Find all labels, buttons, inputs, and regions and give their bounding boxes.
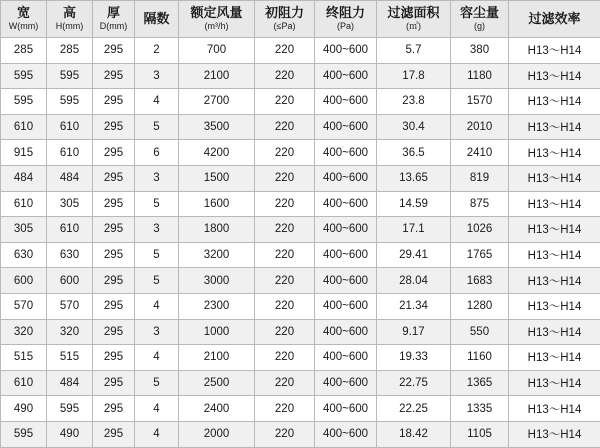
table-cell: 220 — [255, 217, 315, 243]
table-cell: 400~600 — [315, 345, 377, 371]
table-cell: 1500 — [179, 165, 255, 191]
table-cell: 5 — [135, 370, 179, 396]
table-cell: 400~600 — [315, 268, 377, 294]
table-cell: 400~600 — [315, 38, 377, 64]
table-cell: 17.8 — [377, 63, 451, 89]
table-cell: H13～H14 — [509, 38, 600, 64]
table-cell: 595 — [47, 396, 93, 422]
table-cell: 220 — [255, 242, 315, 268]
table-cell: 600 — [47, 268, 93, 294]
table-cell: H13～H14 — [509, 421, 600, 447]
table-cell: H13～H14 — [509, 191, 600, 217]
table-cell: 595 — [1, 421, 47, 447]
table-cell: 400~600 — [315, 293, 377, 319]
column-header-height-unit: H(mm) — [47, 21, 92, 31]
table-row — [1, 396, 600, 422]
table-cell: 295 — [93, 421, 135, 447]
column-header-final-resistance-label: 终阻力 — [315, 6, 376, 21]
table-cell: 490 — [1, 396, 47, 422]
table-cell: 5 — [135, 191, 179, 217]
table-cell: 1600 — [179, 191, 255, 217]
table-cell: 21.34 — [377, 293, 451, 319]
table-cell: 295 — [93, 319, 135, 345]
table-cell: 3500 — [179, 114, 255, 140]
table-cell: H13～H14 — [509, 319, 600, 345]
table-cell: 595 — [1, 63, 47, 89]
table-cell: 2400 — [179, 396, 255, 422]
column-header-width — [1, 1, 47, 38]
table-cell: 2410 — [451, 140, 509, 166]
table-cell: 595 — [47, 89, 93, 115]
table-cell: H13～H14 — [509, 63, 600, 89]
table-cell: 285 — [1, 38, 47, 64]
table-cell: 295 — [93, 140, 135, 166]
column-header-initial-resistance-unit: (≤Pa) — [255, 21, 314, 31]
table-cell: 570 — [47, 293, 93, 319]
table-cell: 3 — [135, 319, 179, 345]
table-cell: 220 — [255, 396, 315, 422]
table-cell: H13～H14 — [509, 268, 600, 294]
column-header-initial-resistance — [255, 1, 315, 38]
table-cell: 1765 — [451, 242, 509, 268]
table-cell: 220 — [255, 370, 315, 396]
table-cell: H13～H14 — [509, 114, 600, 140]
table-cell: 5.7 — [377, 38, 451, 64]
table-cell: 400~600 — [315, 217, 377, 243]
table-cell: 484 — [1, 165, 47, 191]
table-cell: 220 — [255, 140, 315, 166]
table-cell: 570 — [1, 293, 47, 319]
table-cell: H13～H14 — [509, 165, 600, 191]
table-cell: 3 — [135, 63, 179, 89]
table-cell: 1800 — [179, 217, 255, 243]
table-header-row — [1, 1, 600, 38]
table-cell: 3 — [135, 165, 179, 191]
table-cell: 400~600 — [315, 140, 377, 166]
column-header-height — [47, 1, 93, 38]
table-cell: 490 — [47, 421, 93, 447]
column-header-height-label: 高 — [47, 6, 92, 21]
table-cell: 2100 — [179, 63, 255, 89]
table-cell: 320 — [1, 319, 47, 345]
column-header-rated-airflow-unit: (m³/h) — [179, 21, 254, 31]
table-cell: 220 — [255, 165, 315, 191]
column-header-depth-unit: D(mm) — [93, 21, 134, 31]
table-cell: 1160 — [451, 345, 509, 371]
table-cell: 4 — [135, 396, 179, 422]
table-row — [1, 140, 600, 166]
table-cell: 1570 — [451, 89, 509, 115]
table-cell: 220 — [255, 293, 315, 319]
table-cell: 1365 — [451, 370, 509, 396]
table-cell: 400~600 — [315, 63, 377, 89]
table-cell: 22.75 — [377, 370, 451, 396]
table-cell: 400~600 — [315, 114, 377, 140]
table-row — [1, 63, 600, 89]
table-cell: 17.1 — [377, 217, 451, 243]
table-body — [1, 38, 600, 448]
table-cell: H13～H14 — [509, 396, 600, 422]
table-row — [1, 165, 600, 191]
table-cell: 30.4 — [377, 114, 451, 140]
table-cell: H13～H14 — [509, 293, 600, 319]
table-cell: 220 — [255, 268, 315, 294]
table-cell: 19.33 — [377, 345, 451, 371]
table-cell: 400~600 — [315, 396, 377, 422]
table-cell: 400~600 — [315, 191, 377, 217]
table-cell: 23.8 — [377, 89, 451, 115]
table-cell: 630 — [47, 242, 93, 268]
column-header-filter-efficiency — [509, 1, 600, 38]
table-row — [1, 89, 600, 115]
table-cell: 595 — [47, 63, 93, 89]
table-cell: 2300 — [179, 293, 255, 319]
table-row — [1, 268, 600, 294]
column-header-filter-area-label: 过滤面积 — [377, 6, 450, 21]
table-cell: 1683 — [451, 268, 509, 294]
column-header-final-resistance — [315, 1, 377, 38]
table-row — [1, 345, 600, 371]
column-header-rated-airflow-label: 额定风量 — [179, 6, 254, 21]
table-cell: 2500 — [179, 370, 255, 396]
column-header-final-resistance-unit: (Pa) — [315, 21, 376, 31]
table-cell: 220 — [255, 114, 315, 140]
table-cell: 320 — [47, 319, 93, 345]
table-cell: 400~600 — [315, 370, 377, 396]
table-cell: 295 — [93, 242, 135, 268]
column-header-dust-capacity-unit: (g) — [451, 21, 508, 31]
column-header-filter-area — [377, 1, 451, 38]
table-cell: 515 — [47, 345, 93, 371]
table-cell: 2000 — [179, 421, 255, 447]
table-cell: 295 — [93, 63, 135, 89]
table-cell: 4 — [135, 89, 179, 115]
table-cell: 295 — [93, 293, 135, 319]
table-cell: 295 — [93, 165, 135, 191]
table-row — [1, 217, 600, 243]
table-cell: 484 — [47, 370, 93, 396]
table-cell: 2010 — [451, 114, 509, 140]
table-cell: 220 — [255, 345, 315, 371]
table-cell: 400~600 — [315, 165, 377, 191]
table-cell: 2700 — [179, 89, 255, 115]
table-cell: 295 — [93, 114, 135, 140]
table-cell: 400~600 — [315, 89, 377, 115]
table-row — [1, 421, 600, 447]
table-cell: 400~600 — [315, 242, 377, 268]
table-cell: 295 — [93, 345, 135, 371]
column-header-depth-label: 厚 — [93, 6, 134, 21]
table-cell: 1105 — [451, 421, 509, 447]
table-cell: 610 — [47, 140, 93, 166]
table-cell: 4200 — [179, 140, 255, 166]
table-row — [1, 38, 600, 64]
table-cell: 1335 — [451, 396, 509, 422]
table-cell: 295 — [93, 217, 135, 243]
table-cell: H13～H14 — [509, 242, 600, 268]
table-cell: 295 — [93, 396, 135, 422]
column-header-filter-efficiency-label: 过滤效率 — [509, 12, 600, 27]
table-cell: 305 — [47, 191, 93, 217]
table-row — [1, 293, 600, 319]
table-cell: 295 — [93, 89, 135, 115]
table-cell: 5 — [135, 242, 179, 268]
table-cell: 13.65 — [377, 165, 451, 191]
table-cell: 9.17 — [377, 319, 451, 345]
table-row — [1, 114, 600, 140]
table-cell: 14.59 — [377, 191, 451, 217]
column-header-width-unit: W(mm) — [1, 21, 46, 31]
table-cell: 1180 — [451, 63, 509, 89]
table-row — [1, 319, 600, 345]
table-cell: 4 — [135, 421, 179, 447]
table-cell: 380 — [451, 38, 509, 64]
table-cell: 18.42 — [377, 421, 451, 447]
table-header — [1, 1, 600, 38]
table-cell: 1000 — [179, 319, 255, 345]
column-header-width-label: 宽 — [1, 6, 46, 21]
table-cell: 29.41 — [377, 242, 451, 268]
table-cell: 220 — [255, 89, 315, 115]
table-cell: 285 — [47, 38, 93, 64]
column-header-separator-count — [135, 1, 179, 38]
column-header-dust-capacity — [451, 1, 509, 38]
table-cell: 295 — [93, 38, 135, 64]
table-row — [1, 242, 600, 268]
table-cell: 22.25 — [377, 396, 451, 422]
table-row — [1, 370, 600, 396]
column-header-filter-area-unit: (㎡) — [377, 21, 450, 31]
table-cell: H13～H14 — [509, 217, 600, 243]
table-cell: 3200 — [179, 242, 255, 268]
table-cell: 700 — [179, 38, 255, 64]
table-cell: 305 — [1, 217, 47, 243]
table-cell: 400~600 — [315, 319, 377, 345]
column-header-initial-resistance-label: 初阻力 — [255, 6, 314, 21]
table-cell: 915 — [1, 140, 47, 166]
table-cell: 36.5 — [377, 140, 451, 166]
table-cell: 610 — [1, 191, 47, 217]
table-cell: 1026 — [451, 217, 509, 243]
table-cell: H13～H14 — [509, 345, 600, 371]
table-cell: 295 — [93, 370, 135, 396]
table-cell: 6 — [135, 140, 179, 166]
table-cell: 28.04 — [377, 268, 451, 294]
table-cell: H13～H14 — [509, 140, 600, 166]
table-cell: 5 — [135, 114, 179, 140]
table-cell: 550 — [451, 319, 509, 345]
table-cell: 4 — [135, 345, 179, 371]
table-cell: 600 — [1, 268, 47, 294]
table-cell: 610 — [47, 217, 93, 243]
table-cell: 295 — [93, 268, 135, 294]
table-cell: 400~600 — [315, 421, 377, 447]
table-cell: 610 — [1, 370, 47, 396]
column-header-depth — [93, 1, 135, 38]
table-cell: 2100 — [179, 345, 255, 371]
table-cell: 4 — [135, 293, 179, 319]
table-cell: 515 — [1, 345, 47, 371]
table-cell: 220 — [255, 38, 315, 64]
table-cell: 295 — [93, 191, 135, 217]
table-cell: 819 — [451, 165, 509, 191]
table-cell: 220 — [255, 191, 315, 217]
table-cell: 610 — [47, 114, 93, 140]
table-cell: 3000 — [179, 268, 255, 294]
table-cell: 220 — [255, 319, 315, 345]
table-cell: 1280 — [451, 293, 509, 319]
column-header-separator-count-label: 隔数 — [135, 12, 178, 27]
table-cell: 595 — [1, 89, 47, 115]
table-cell: 630 — [1, 242, 47, 268]
table-row — [1, 191, 600, 217]
table-cell: 220 — [255, 63, 315, 89]
table-cell: 5 — [135, 268, 179, 294]
table-cell: 484 — [47, 165, 93, 191]
table-cell: 610 — [1, 114, 47, 140]
table-cell: H13～H14 — [509, 89, 600, 115]
table-cell: H13～H14 — [509, 370, 600, 396]
table-cell: 2 — [135, 38, 179, 64]
table-cell: 3 — [135, 217, 179, 243]
column-header-dust-capacity-label: 容尘量 — [451, 6, 508, 21]
column-header-rated-airflow — [179, 1, 255, 38]
table-cell: 220 — [255, 421, 315, 447]
table-cell: 875 — [451, 191, 509, 217]
